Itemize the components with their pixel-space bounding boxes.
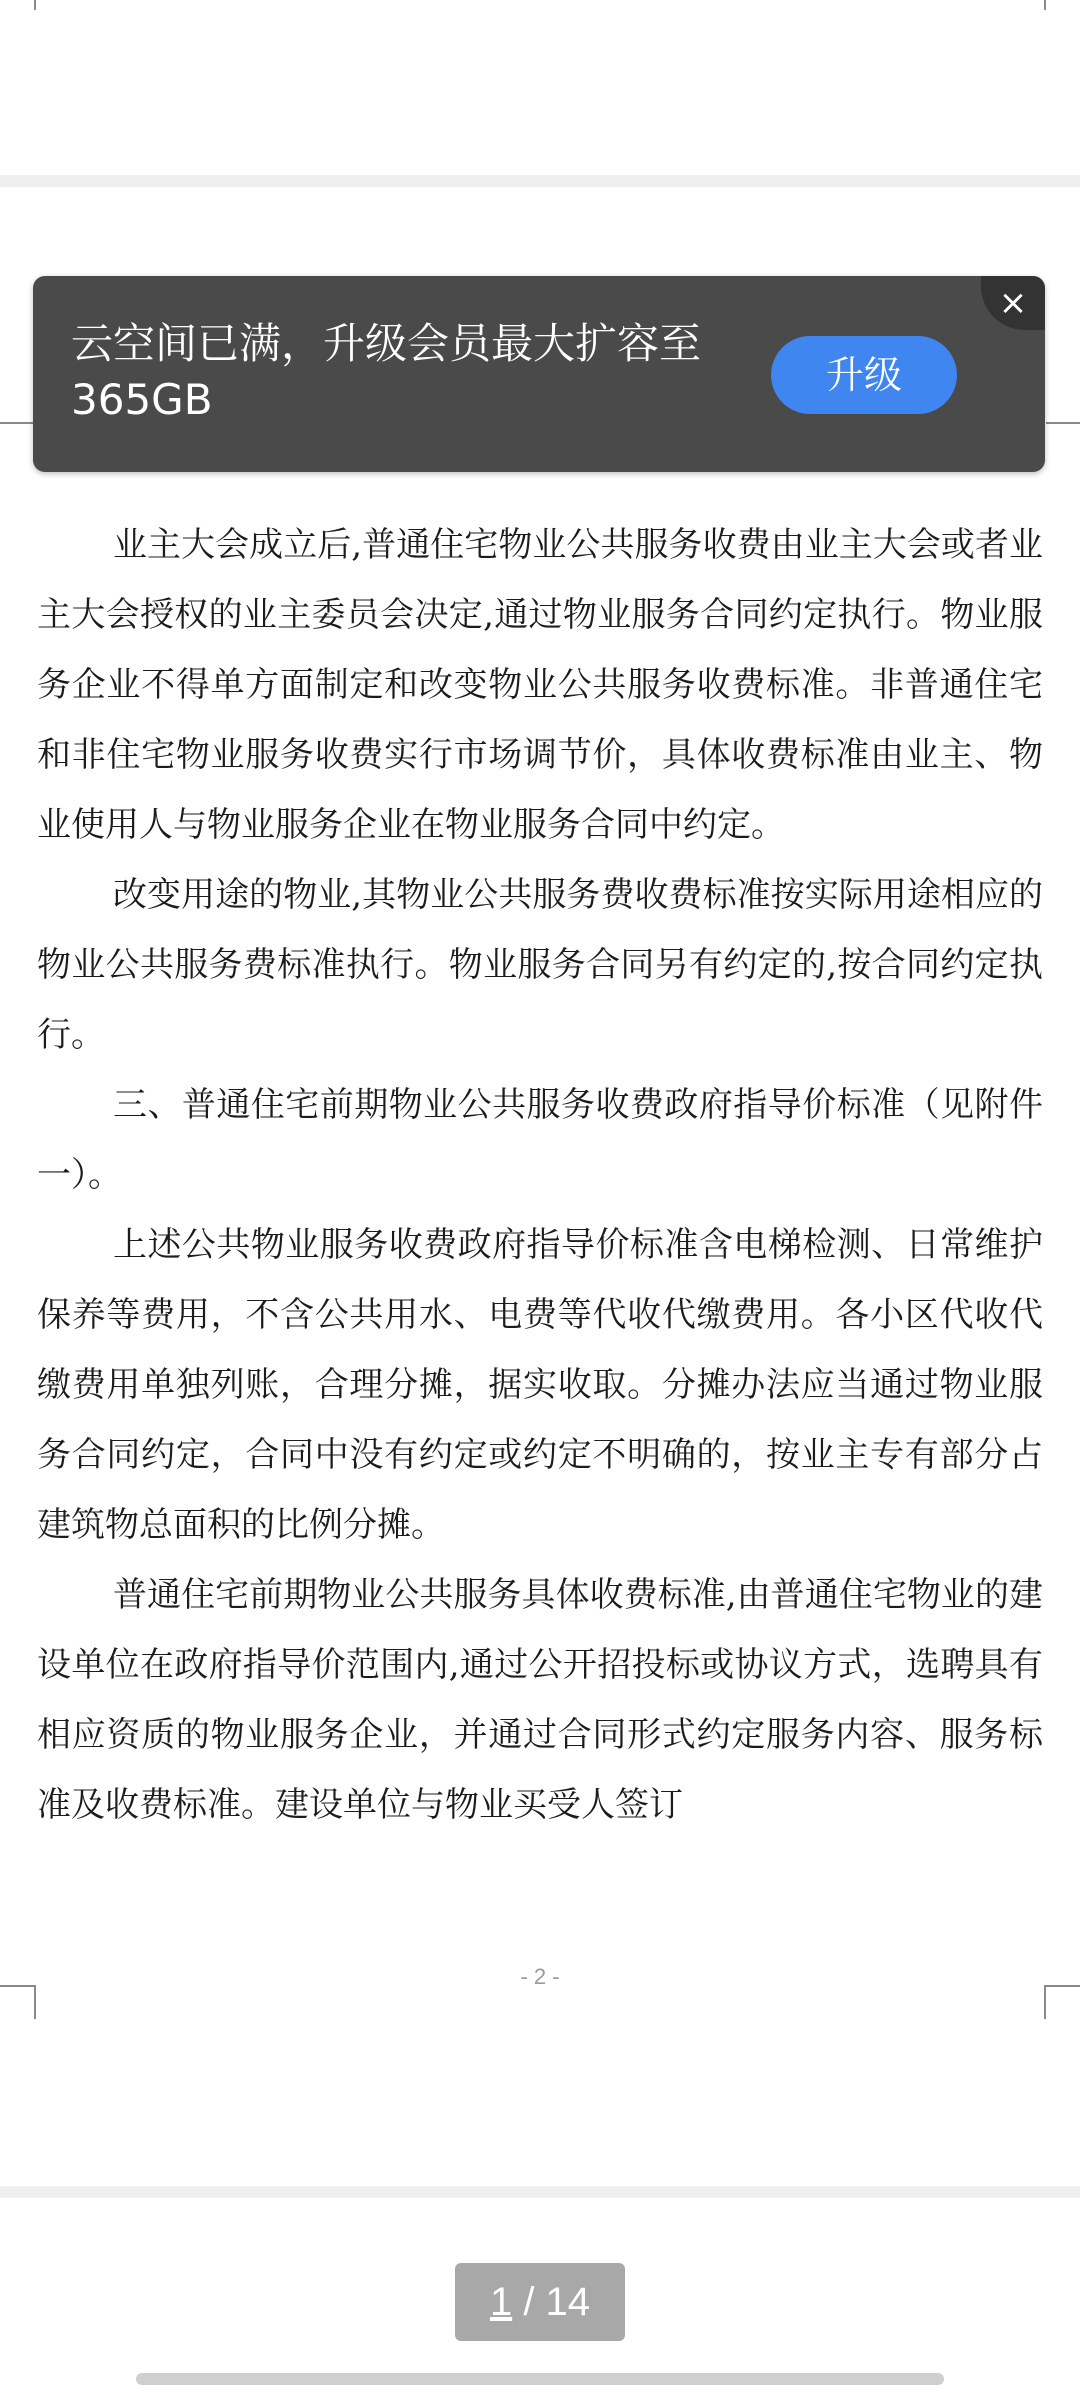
page-corner-mark <box>0 1985 36 2019</box>
page-corner-mark <box>1046 422 1080 448</box>
page-corner-mark <box>0 0 36 10</box>
upgrade-toast <box>33 276 1045 472</box>
page-corner-mark <box>0 422 34 448</box>
page-separator <box>0 175 1080 187</box>
toast-message: 云空间已满，升级会员最大扩容至365GB <box>71 319 702 424</box>
page-indicator[interactable] <box>455 2263 625 2341</box>
page-separator-text: / <box>512 2280 546 2324</box>
horizontal-scrollbar[interactable] <box>136 2373 944 2385</box>
paragraph: 普通住宅前期物业公共服务具体收费标准,由普通住宅物业的建设单位在政府指导价范围内,通过公开招投标或协议方式，选聘具有相应资质的物业服务企业，并通过合同形式约定服务内容、服务标准及收费标准。建设单位与物业买受人签订 <box>37 1575 1043 1825</box>
paragraph: 上述公共物业服务收费政府指导价标准含电梯检测、日常维护保养等费用，不含公共用水、电费等代收代缴费用。各小区代收代缴费用单独列账，合理分摊，据实收取。分摊办法应当通过物业服务合同约定，合同中没有约定或约定不明确的，按业主专有部分占建筑物总面积的比例分摊。 <box>37 1225 1043 1545</box>
document-page-body <box>37 440 1043 1840</box>
paragraph: 三、普通住宅前期物业公共服务收费政府指导价标准（见附件一）。 <box>37 1085 1043 1195</box>
page-footer-number: - 2 - <box>520 1964 560 1989</box>
paragraph: 改变用途的物业,其物业公共服务费收费标准按实际用途相应的物业公共服务费标准执行。物业服务合同另有约定的,按合同约定执行。 <box>37 875 1043 1055</box>
page-corner-mark <box>1044 1985 1080 2019</box>
total-pages: 14 <box>545 2280 591 2324</box>
page-separator <box>0 2186 1080 2198</box>
paragraph: 业主大会成立后,普通住宅物业公共服务收费由业主大会或者业主大会授权的业主委员会决定,通过物业服务合同约定执行。物业服务企业不得单方面制定和改变物业公共服务收费标准。非普通住宅和非住宅物业服务收费实行市场调节价，具体收费标准由业主、物业使用人与物业服务企业在物业服务合同中约定。 <box>37 525 1043 845</box>
previous-page-bottom <box>0 0 1080 175</box>
close-icon[interactable]: × <box>981 276 1045 330</box>
current-page: 1 <box>489 2280 513 2324</box>
page-corner-mark <box>1044 0 1080 10</box>
upgrade-button[interactable]: 升级 <box>771 336 957 414</box>
